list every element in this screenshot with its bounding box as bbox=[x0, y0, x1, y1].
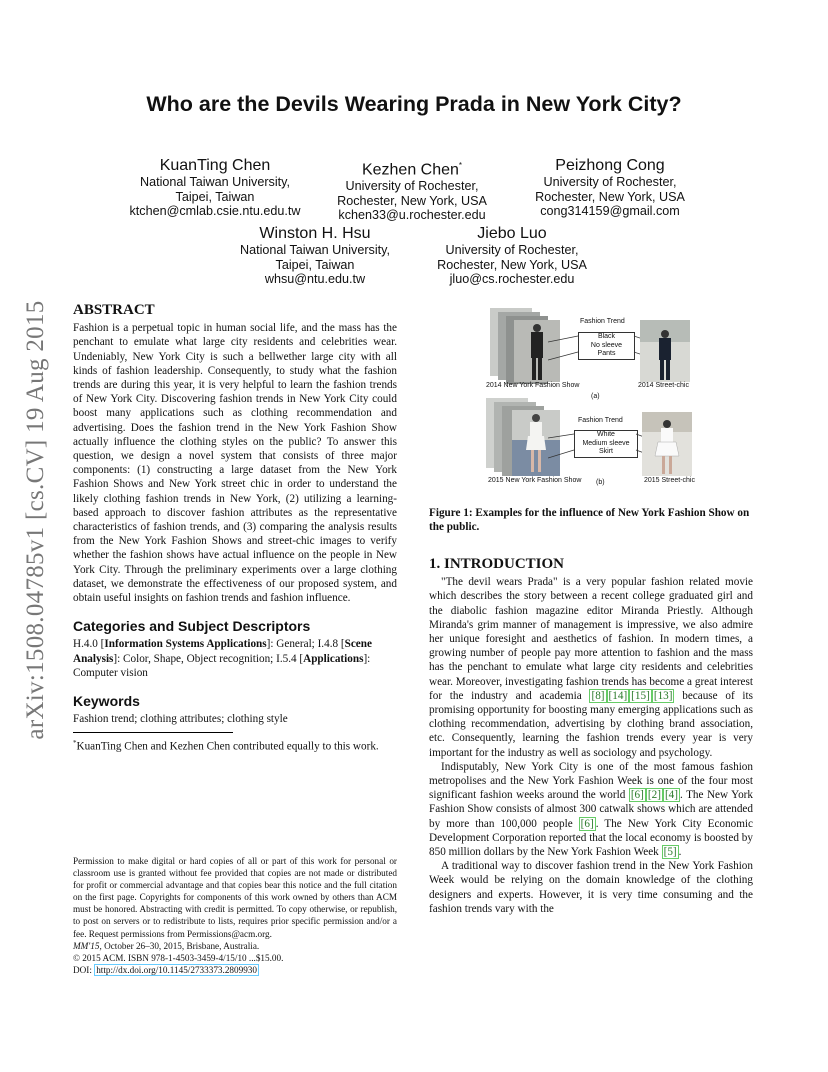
abstract-text: Fashion is a perpetual topic in human social life, and the mass has the penchant to emulate what large city residents and celebrities wear. Undeniably, New York City is such a bellwether large city with all kinds of fashion leadership. Consequently, to study what the fashion trends are during this year, it is very helpful to learn the fashion trends of New York City. Discovering fashion trends in New York City could boost many applications such as clothing recommendation and advertising. Does the fashion trend in the New York Fashion Show actually influence the clothing styles on the public? To answer this question, we design a novel system that consists of three major components: (1) constructing a large dataset from the New York Fashion Shows and New York street chic in order to understand the likely clothing fashion trends in New York, (2) utilizing a learning-based approach to discover fashion attributes as the representative characteristics of fashion trends, and (3) comparing the analysis results from the New York Fashion Shows and street-chic images to verify whether the fashion shows have actual influence on the people in New York City. Through the preliminary experiments over a large clothing dataset, we demonstrate the effectiveness of our proposed system, and obtain useful insights on fashion trends and fashion influence. bbox=[73, 322, 397, 605]
trend-attribute: Medium sleeve bbox=[582, 439, 630, 447]
venue-details: October 26–30, 2015, Brisbane, Australia. bbox=[101, 940, 260, 951]
author-affiliation: University of Rochester, bbox=[445, 243, 579, 257]
author-name: KuanTing Chen bbox=[159, 157, 271, 174]
citation-number: 13 bbox=[657, 689, 669, 702]
author-name: Kezhen Chen bbox=[361, 161, 459, 179]
author-affiliation: University of Rochester, bbox=[345, 179, 479, 194]
citation-number: 15 bbox=[634, 689, 647, 702]
doi-label: DOI: bbox=[73, 964, 95, 975]
citation-link[interactable]: [15] bbox=[631, 689, 650, 702]
categories-fragment: ]: General; I.4.8 [ bbox=[266, 638, 345, 651]
citation-link[interactable]: [6] bbox=[630, 789, 644, 802]
citation-number: 8 bbox=[595, 689, 601, 702]
fashion-trend-label: Fashion Trend bbox=[580, 318, 625, 325]
citation-number: 6 bbox=[634, 789, 641, 802]
author-email: ktchen@cmlab.csie.ntu.edu.tw bbox=[129, 204, 301, 218]
permission-block bbox=[73, 855, 397, 976]
author-block bbox=[210, 224, 420, 287]
categories-bold: Scene Analysis bbox=[73, 638, 372, 665]
citation-link[interactable]: [8] bbox=[591, 689, 605, 702]
categories-heading: Categories and Subject Descriptors bbox=[73, 618, 311, 635]
footnote: *KuanTing Chen and Kezhen Chen contributed equally to this work. bbox=[73, 739, 379, 754]
author-location: Rochester, New York, USA bbox=[437, 257, 587, 272]
subfigure-b-label: (b) bbox=[596, 479, 605, 486]
citation-link[interactable]: [2] bbox=[647, 789, 661, 802]
author-affiliation: National Taiwan University, bbox=[139, 175, 291, 189]
trend-attribute: White bbox=[597, 431, 615, 438]
author-block bbox=[105, 156, 325, 219]
citation-number: 5 bbox=[667, 846, 673, 859]
intro-text: "The devil wears Prada" is a very popular fashion related movie which describes the story between a recent college graduated girl and the diabolic fashion magazine editor Miranda Priestly. Although Miranda's grim manner of management is impressive, we also admire her unique foresight and aesthetics of fashion. In modern times, a growing number of people pay more attention to fashion and the mass has the penchant to emulate what large city residents and celebrities wear. Moreover, investigating fashion trends has become a great interest for the industry and academia bbox=[429, 576, 753, 702]
intro-text: Indisputably, New York City is one of the most famous fashion metropolises and the New York Fashion Week is one of the four most significant fashion weeks around the world bbox=[429, 760, 753, 802]
venue-name: MM'15, bbox=[73, 940, 102, 951]
left-column bbox=[73, 303, 397, 754]
introduction-heading: 1. INTRODUCTION bbox=[429, 556, 565, 572]
keywords-heading: Keywords bbox=[73, 693, 140, 710]
author-block bbox=[312, 156, 512, 223]
categories-bold: Applications bbox=[303, 652, 364, 665]
author-location: Rochester, New York, USA bbox=[337, 193, 487, 208]
permission-text: Permission to make digital or hard copies of all or part of this work for personal or classroom use is granted without fee provided that copies are not made or distributed for profit or commercial advantage and that copies bear this notice and the full citation on the first page. Copyrights for components of this work owned by others than ACM must be honored. Abstracting with credit is permitted. To copy otherwise, or republish, to post on servers or to redistribute to lists, requires prior specific permission and/or a fee. Request permissions from Permissions@acm.org. bbox=[73, 856, 397, 939]
arxiv-stamp bbox=[18, 280, 54, 760]
categories-fragment: ]: Computer vision bbox=[73, 652, 371, 679]
author-block bbox=[412, 224, 612, 287]
categories-bold: Information Systems Applications bbox=[104, 638, 267, 651]
street-photo bbox=[642, 412, 692, 476]
citation-link[interactable]: [13] bbox=[653, 689, 673, 702]
categories-fragment: ]: Color, Shape, Object recognition; I.5.4 [ bbox=[113, 652, 304, 665]
intro-text: . The New York City Economic Development Corporation reported that the local economy is boosted by 850 million dollars by the New York Fashion Week bbox=[429, 817, 753, 859]
author-affiliation: National Taiwan University, bbox=[239, 243, 391, 257]
citation-number: 14 bbox=[612, 689, 624, 702]
arxiv-stamp-text: arXiv:1508.04785v1 [cs.CV] 19 Aug 2015 bbox=[22, 300, 49, 740]
caption-2015-street: 2015 Street-chic bbox=[644, 477, 695, 484]
author-location: Taipei, Taiwan bbox=[275, 257, 355, 272]
copyright-symbol: © bbox=[73, 952, 80, 963]
categories-text bbox=[73, 637, 397, 680]
abstract-heading: ABSTRACT bbox=[73, 302, 155, 318]
street-figure-icon bbox=[640, 320, 690, 382]
author-block bbox=[512, 156, 708, 219]
trend-attribute: Skirt bbox=[599, 448, 613, 455]
citation-link[interactable]: [14] bbox=[608, 689, 628, 702]
author-name: Winston H. Hsu bbox=[259, 225, 371, 242]
street-figure-icon bbox=[642, 412, 692, 476]
author-email: cong314159@gmail.com bbox=[540, 204, 680, 218]
footnote-text: KuanTing Chen and Kezhen Chen contributed equally to this work. bbox=[76, 741, 379, 754]
keywords-text: Fashion trend; clothing attributes; clothing style bbox=[73, 713, 288, 726]
categories-fragment: H.4.0 [ bbox=[73, 638, 105, 651]
caption-2015-show: 2015 New York Fashion Show bbox=[488, 477, 582, 484]
author-location: Taipei, Taiwan bbox=[175, 189, 255, 204]
footnote-rule bbox=[73, 732, 233, 733]
trend-attribute: Black bbox=[597, 333, 616, 340]
doi-link[interactable]: http://dx.doi.org/10.1145/2733373.2809930 bbox=[96, 964, 257, 975]
caption-2014-show: 2014 New York Fashion Show bbox=[486, 382, 580, 389]
citation-link[interactable]: [6] bbox=[580, 817, 594, 830]
paper-title: Who are the Devils Wearing Prada in New York City? bbox=[146, 92, 682, 116]
intro-paragraph bbox=[429, 760, 753, 859]
author-email: jluo@cs.rochester.edu bbox=[449, 272, 575, 286]
street-photo bbox=[640, 320, 690, 382]
citation-number: 6 bbox=[584, 817, 590, 830]
figure-caption: Figure 1: Examples for the influence of New York Fashion Show on the public. bbox=[429, 507, 750, 534]
citation-link[interactable]: [5] bbox=[663, 846, 677, 859]
copyright-text: 2015 ACM. ISBN 978-1-4503-3459-4/15/10 ...$15.00. bbox=[82, 952, 284, 963]
author-email: whsu@ntu.edu.tw bbox=[264, 272, 366, 286]
citation-number: 4 bbox=[668, 789, 675, 802]
author-footnote-mark: * bbox=[458, 161, 463, 170]
author-name: Peizhong Cong bbox=[555, 157, 665, 174]
intro-paragraph bbox=[429, 575, 753, 760]
author-location: Rochester, New York, USA bbox=[535, 189, 685, 204]
right-column bbox=[429, 557, 753, 916]
trend-attribute: Pants bbox=[597, 350, 616, 357]
intro-text: because of its promising opportunity for boosting many emerging applications such as clothing recommendation, advertising by clothing brand association, etc. Consequently, learning the fashion trends every year is very important for the industry as well as sociology and psychology. bbox=[429, 689, 753, 759]
intro-text: . The New York Fashion Show consists of almost 300 catwalk shows which are attended by more than 100,000 people bbox=[429, 789, 753, 830]
fashion-trend-label: Fashion Trend bbox=[578, 417, 623, 424]
trend-attribute: No sleeve bbox=[590, 341, 623, 349]
caption-2014-street: 2014 Street-chic bbox=[638, 382, 689, 389]
author-affiliation: University of Rochester, bbox=[543, 175, 677, 189]
citation-number: 2 bbox=[651, 789, 658, 802]
intro-paragraph: A traditional way to discover fashion trend in the New York Fashion Week would be relying on the domain knowledge of the clothing designers and experts. However, it is very time consuming and the fashion trends vary with the bbox=[429, 860, 753, 915]
intro-text: . bbox=[678, 846, 682, 859]
figure-1 bbox=[428, 300, 752, 495]
author-name: Jiebo Luo bbox=[477, 225, 547, 242]
subfigure-a-label: (a) bbox=[591, 393, 600, 400]
citation-link[interactable]: [4] bbox=[664, 789, 678, 802]
author-email: kchen33@u.rochester.edu bbox=[338, 208, 486, 223]
